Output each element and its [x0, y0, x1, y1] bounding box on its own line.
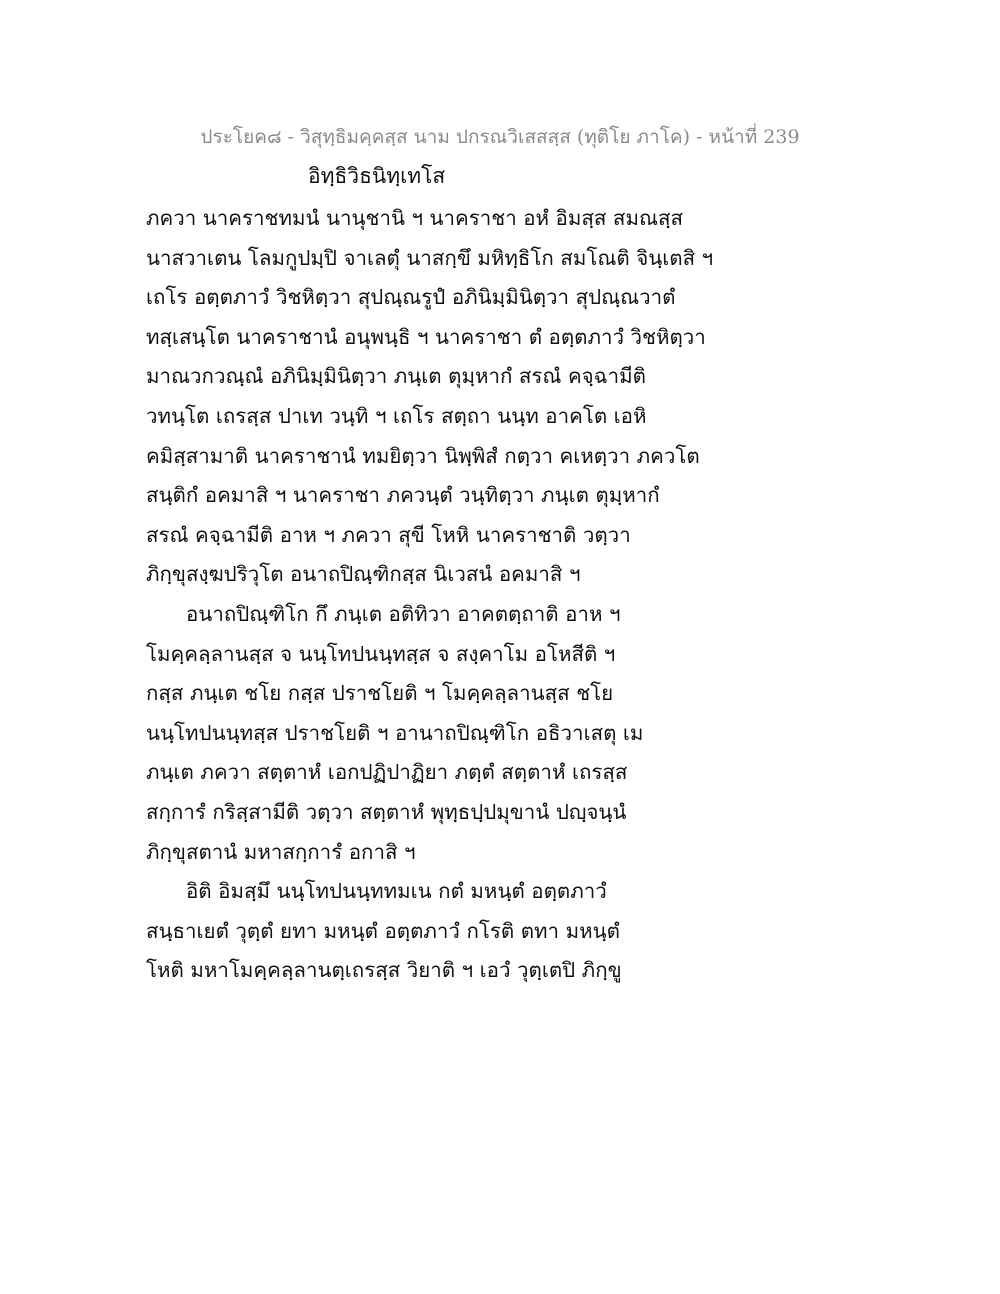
text-line: ภิกฺขุสงฺฆปริวุโต อนาถปิณฺฑิกสฺส นิเวสนํ อคมาสิ ฯ: [146, 562, 581, 587]
text-line: กสฺส ภนฺเต ชโย กสฺส ปราชโยติ ฯ โมคฺคลฺลานสฺส ชโย: [146, 681, 614, 706]
text-line: สรณํ คจฺฉามีติ อาห ฯ ภควา สุขี โหหิ นาคราชาติ วตฺวา: [146, 522, 631, 547]
paragraph-start-line: อนาถปิณฺฑิโก กึ ภนฺเต อติทิวา อาคตตฺถาติ อาห ฯ: [186, 601, 621, 626]
text-line: ภิกฺขุสตานํ มหาสกฺการํ อกาสิ ฯ: [146, 839, 416, 864]
text-line: คมิสฺสามาติ นาคราชานํ ทมยิตฺวา นิพฺพิสํ กตฺวา คเหตฺวา ภควโต: [146, 443, 700, 468]
text-line: ภนฺเต ภควา สตฺตาหํ เอกปฏิปาฏิยา ภตฺตํ สตฺตาหํ เถรสฺส: [146, 760, 628, 785]
body-text: [146, 199, 766, 991]
section-title: อิทฺธิวิธนิทฺเทโส: [308, 164, 446, 188]
text-line: สนฺธาเยตํ วุตฺตํ ยทา มหนฺตํ อตฺตภาวํ กโรติ ตทา มหนฺตํ: [146, 918, 620, 943]
text-line: นาสวาเตน โลมกูปมฺปิ จาเลตุํ นาสกฺขึ มหิทฺธิโก สมโณติ จินฺเตสิ ฯ: [146, 245, 714, 270]
text-line: วทนฺโต เถรสฺส ปาเท วนฺทิ ฯ เถโร สตฺถา นนฺท อาคโต เอหิ: [146, 403, 647, 428]
running-header: ประโยค๘ - วิสุทฺธิมคฺคสฺส นาม ปกรณวิเสสสฺส (ทุติโย ภาโค) - หน้าที่ 239: [200, 126, 800, 148]
text-line: นนฺโทปนนฺทสฺส ปราชโยติ ฯ อานาถปิณฺฑิโก อธิวาเสตุ เม: [146, 720, 644, 745]
text-line: ภควา นาคราชทมนํ นานุชานิ ฯ นาคราชา อหํ อิมสฺส สมณสฺส: [146, 206, 683, 230]
text-line: มาณวกวณฺณํ อภินิมฺมินิตฺวา ภนฺเต ตุมฺหากํ สรณํ คจฺฉามีติ: [146, 364, 646, 389]
text-line: โหติ มหาโมคฺคลฺลานตฺเถรสฺส วิยาติ ฯ เอวํ วุตฺเตปิ ภิกฺขู: [146, 958, 622, 983]
text-line: โมคฺคลฺลานสฺส จ นนฺโทปนนฺทสฺส จ สงฺคาโม อโหสีติ ฯ: [146, 641, 616, 666]
text-line: ทสฺเสนฺโต นาคราชานํ อนุพนฺธิ ฯ นาคราชา ตํ อตฺตภาวํ วิชหิตฺวา: [146, 324, 706, 349]
text-line: สกฺการํ กริสฺสามีติ วตฺวา สตฺตาหํ พุทฺธปฺปมุขานํ ปญฺจนฺนํ: [146, 799, 627, 824]
text-line: สนฺติกํ อคมาสิ ฯ นาคราชา ภควนฺตํ วนฺทิตฺวา ภนฺเต ตุมฺหากํ: [146, 483, 660, 508]
text-line: เถโร อตฺตภาวํ วิชหิตฺวา สุปณฺณรูปํ อภินิมฺมินิตฺวา สุปณฺณวาตํ: [146, 285, 676, 310]
paragraph-start-line: อิติ อิมสฺมึ นนฺโทปนนฺททมเน กตํ มหนฺตํ อตฺตภาวํ: [186, 879, 607, 904]
